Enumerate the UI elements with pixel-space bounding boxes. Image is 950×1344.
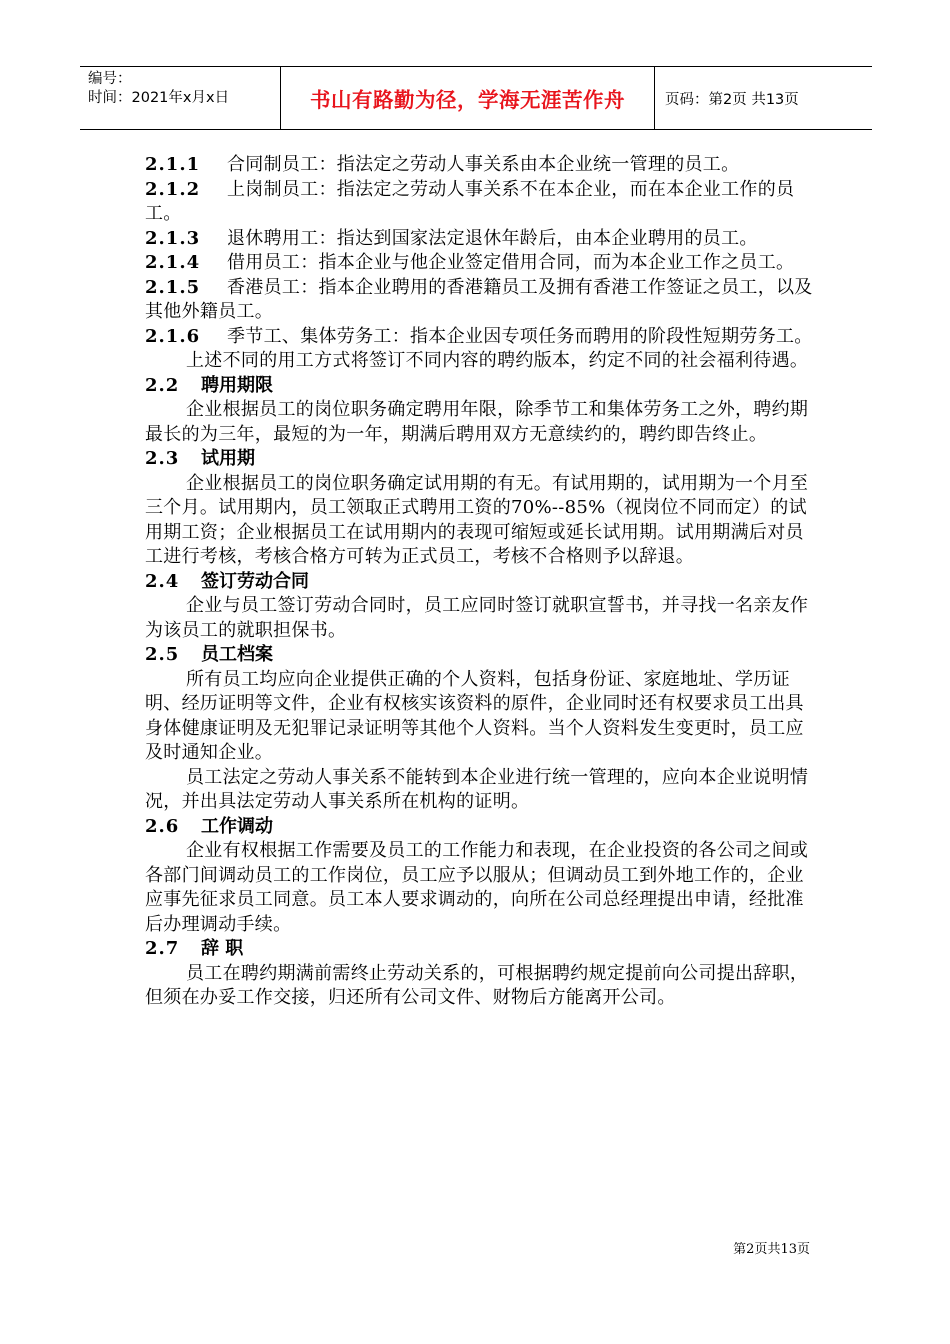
item-number: 2.1.2 — [145, 178, 201, 200]
section-body-2-5-a: 所有员工均应向企业提供正确的个人资料，包括身份证、家庭地址、学历证明、经历证明等文件，企业有权核实该资料的原件，企业同时还有权要求员工出具身体健康证明及无犯罪记录证明等其他个人资料。当个人资料发生变更时，员工应及时通知企业。 — [145, 668, 804, 763]
section-heading-2-5: 2.5 员工档案 — [145, 644, 273, 665]
item-2-1-3 — [145, 227, 813, 252]
item-number: 2.1.3 — [145, 227, 201, 249]
item-text: 借用员工：指本企业与他企业签定借用合同，而为本企业工作之员工。 — [227, 252, 795, 273]
item-text: 上岗制员工：指法定之劳动人事关系不在本企业，而在本企业工作的员工。 — [145, 178, 795, 224]
section-heading-2-3: 2.3 试用期 — [145, 448, 255, 469]
item-2-1-5 — [145, 276, 813, 325]
item-number: 2.1.6 — [145, 325, 201, 347]
page-footer: 第2页共13页 — [733, 1242, 810, 1257]
section-heading-2-2: 2.2 聘用期限 — [145, 374, 273, 396]
item-number: 2.1.1 — [145, 154, 201, 175]
section-body-2-3: 企业根据员工的岗位职务确定试用期的有无。有试用期的，试用期为一个月至三个月。试用期内，员工领取正式聘用工资的70%--85%（视岗位不同而定）的试用期工资；企业根据员工在试用期内的表现可缩短或延长试用期。试用期满后对员工进行考核，考核合格方可转为正式员工，考核不合格则予以辞退。 — [145, 472, 809, 567]
header-page-number: 页码：第2页 共13页 — [665, 91, 799, 108]
section-heading-2-6: 2.6 工作调动 — [145, 815, 273, 837]
header-meta — [80, 67, 281, 129]
page-header — [80, 66, 872, 130]
item-text: 合同制员工：指法定之劳动人事关系由本企业统一管理的员工。 — [227, 154, 740, 175]
item-2-1-4 — [145, 251, 813, 276]
document-date: 时间：2021年x月x日 — [88, 90, 230, 106]
section-body-2-6: 企业有权根据工作需要及员工的工作能力和表现，在企业投资的各公司之间或各部门间调动员工的工作岗位，员工应予以服从；但调动员工到外地工作的，企业应事先征求员工同意。员工本人要求调动的，向所在公司总经理提出申请，经批准后办理调动手续。 — [145, 840, 809, 935]
summary-paragraph: 上述不同的用工方式将签订不同内容的聘约版本，约定不同的社会福利待遇。 — [186, 350, 809, 371]
section-heading-2-4: 2.4 签订劳动合同 — [145, 570, 309, 592]
item-text: 退休聘用工：指达到国家法定退休年龄后，由本企业聘用的员工。 — [227, 227, 758, 249]
item-number: 2.1.4 — [145, 252, 201, 273]
document-number: 编号： — [88, 71, 132, 87]
section-body-2-2: 企业根据员工的岗位职务确定聘用年限，除季节工和集体劳务工之外，聘约期最长的为三年，最短的为一年，期满后聘用双方无意续约的，聘约即告终止。 — [145, 399, 809, 445]
item-2-1-2 — [145, 178, 813, 227]
section-body-2-7: 员工在聘约期满前需终止劳动关系的，可根据聘约规定提前向公司提出辞职，但须在办妥工作交接，归还所有公司文件、财物后方能离开公司。 — [145, 962, 809, 1008]
document-body — [145, 153, 813, 1011]
item-number: 2.1.5 — [145, 276, 201, 298]
item-text: 香港员工：指本企业聘用的香港籍员工及拥有香港工作签证之员工，以及其他外籍员工。 — [145, 276, 813, 322]
section-heading-2-7: 2.7 辞 职 — [145, 938, 244, 959]
section-body-2-5-b: 员工法定之劳动人事关系不能转到本企业进行统一管理的，应向本企业说明情况，并出具法定劳动人事关系所在机构的证明。 — [145, 766, 809, 812]
item-2-1-1 — [145, 153, 813, 178]
item-2-1-6 — [145, 325, 813, 350]
header-motto: 书山有路勤为径，学海无涯苦作舟 — [281, 67, 655, 129]
section-body-2-4: 企业与员工签订劳动合同时，员工应同时签订就职宣誓书，并寻找一名亲友作为该员工的就职担保书。 — [145, 595, 809, 641]
item-text: 季节工、集体劳务工：指本企业因专项任务而聘用的阶段性短期劳务工。 — [227, 325, 813, 347]
